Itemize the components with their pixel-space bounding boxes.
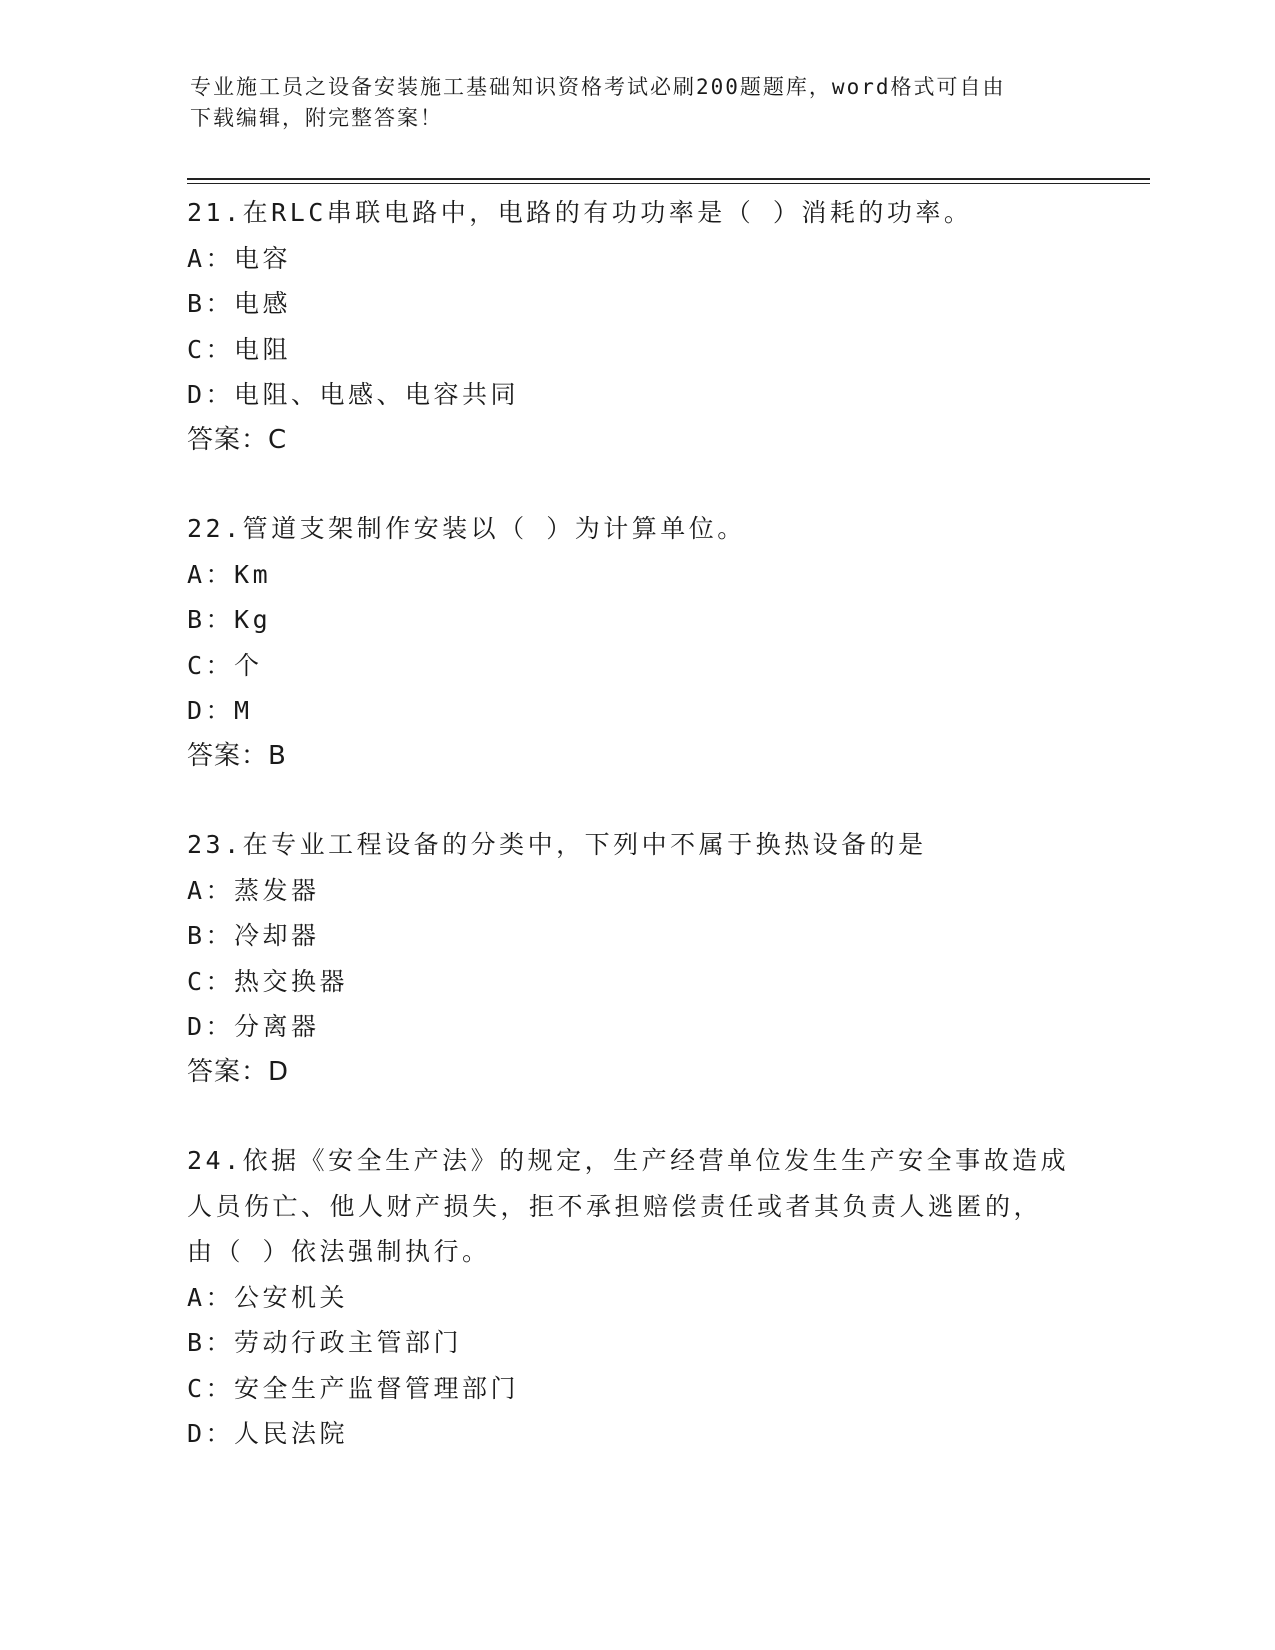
question-stem: 23.在专业工程设备的分类中，下列中不属于换热设备的是 — [187, 830, 927, 859]
question-stem-line-3: 由（ ）依法强制执行。 — [187, 1237, 491, 1266]
header-line-2: 下载编辑，附完整答案！ — [190, 106, 443, 130]
option-b: B：Kg — [187, 605, 272, 634]
option-a: A：电容 — [187, 243, 292, 273]
question-22 — [187, 506, 1127, 779]
question-list — [187, 190, 1127, 1500]
answer-line: 答案：B — [187, 740, 287, 771]
question-23 — [187, 822, 1127, 1095]
document-header — [190, 72, 1090, 134]
option-c: C：热交换器 — [187, 966, 349, 996]
option-c: C：电阻 — [187, 334, 292, 364]
option-a: A：Km — [187, 559, 272, 589]
question-24 — [187, 1138, 1127, 1457]
option-b: B：冷却器 — [187, 921, 320, 950]
option-b: B：电感 — [187, 289, 292, 318]
option-c: C：安全生产监督管理部门 — [187, 1373, 520, 1403]
header-line-1: 专业施工员之设备安装施工基础知识资格考试必刷200题题库，word格式可自由 — [190, 75, 1006, 99]
header-divider-thin — [187, 183, 1150, 184]
header-divider-thick — [187, 178, 1150, 180]
option-b: B：劳动行政主管部门 — [187, 1328, 463, 1357]
question-stem: 21.在RLC串联电路中，电路的有功功率是（ ）消耗的功率。 — [187, 198, 973, 227]
question-stem-line-2: 人员伤亡、他人财产损失，拒不承担赔偿责任或者其负责人逃匿的， — [187, 1191, 1043, 1221]
question-21 — [187, 190, 1127, 463]
option-a: A：公安机关 — [187, 1282, 349, 1312]
option-a: A：蒸发器 — [187, 875, 320, 905]
question-stem-line-1: 24.依据《安全生产法》的规定，生产经营单位发生生产安全事故造成 — [187, 1146, 1070, 1175]
option-d: D：人民法院 — [187, 1419, 349, 1448]
option-c: C：个 — [187, 650, 263, 680]
option-d: D：M — [187, 696, 253, 725]
answer-line: 答案：C — [187, 424, 288, 455]
answer-line: 答案：D — [187, 1056, 290, 1087]
option-d: D：分离器 — [187, 1012, 320, 1041]
question-stem: 22.管道支架制作安装以（ ）为计算单位。 — [187, 514, 746, 543]
option-d: D：电阻、电感、电容共同 — [187, 380, 520, 409]
